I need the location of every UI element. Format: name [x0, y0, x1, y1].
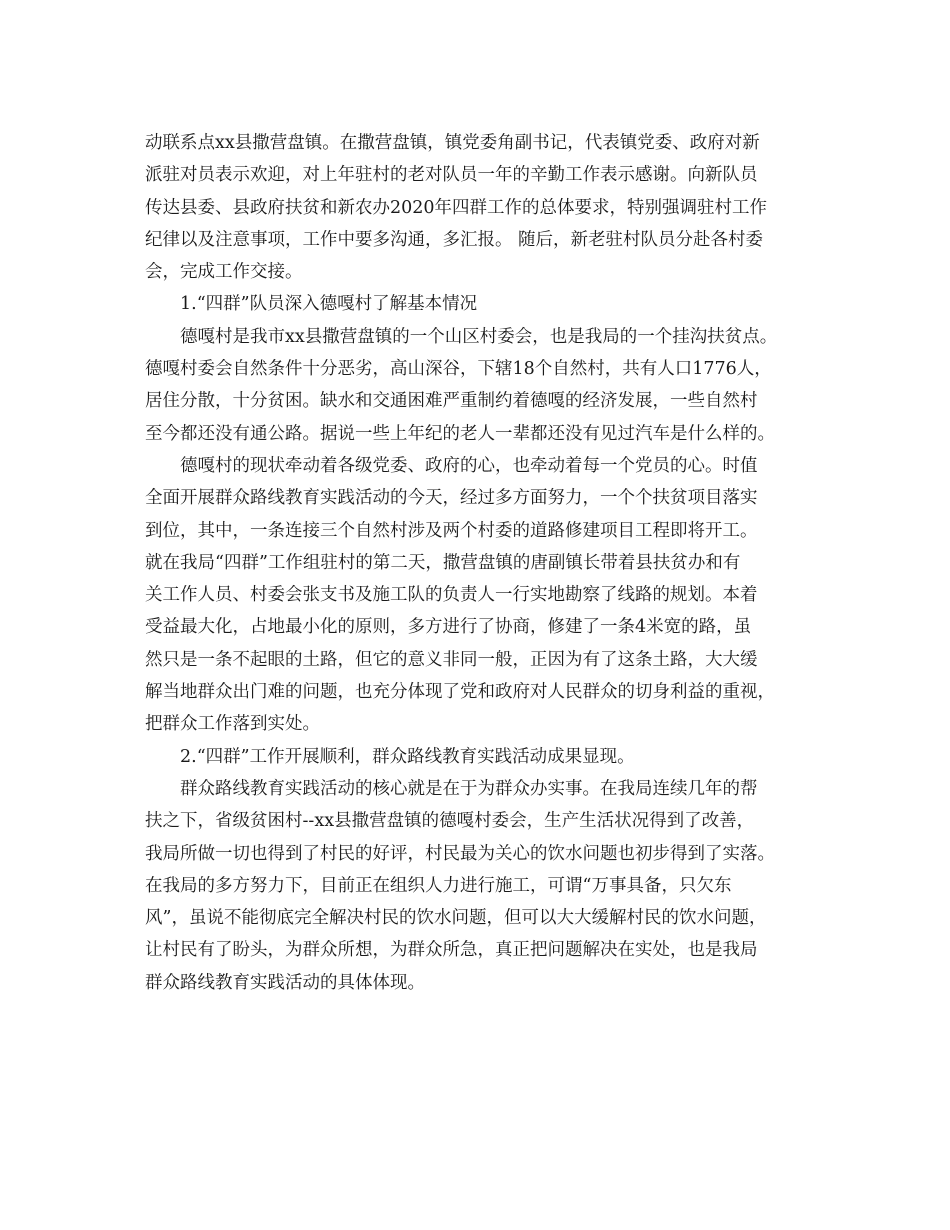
text-line: 2.“四群”工作开展顺利，群众路线教育实践活动成果显现。 [180, 746, 635, 767]
text-line: 全面开展群众路线教育实践活动的今天，经过多方面努力，一个个扶贫项目落实 [145, 488, 758, 509]
text-line: 把群众工作落到实处。 [145, 714, 320, 735]
text-line: 受益最大化，占地最小化的原则，多方进行了协商，修建了一条4米宽的路，虽 [145, 617, 752, 638]
text-line: 派驻对员表示欢迎，对上年驻村的老对队员一年的辛勤工作表示感谢。向新队员 [145, 165, 758, 186]
text-line: 1.“四群”队员深入德嘎村了解基本情况 [180, 294, 478, 315]
text-line: 德嘎村是我市xx县撒营盘镇的一个山区村委会，也是我局的一个挂沟扶贫点。 [180, 326, 778, 347]
text-line: 传达县委、县政府扶贫和新农办2020年四群工作的总体要求，特别强调驻村工作 [145, 197, 768, 218]
text-line: 让村民有了盼头，为群众所想，为群众所急，真正把问题解决在实处，也是我局 [145, 940, 758, 961]
text-line: 群众路线教育实践活动的核心就是在于为群众办实事。在我局连续几年的帮 [180, 778, 758, 799]
text-line: 解当地群众出门难的问题，也充分体现了党和政府对人民群众的切身利益的重视， [145, 682, 775, 703]
text-line: 动联系点xx县撒营盘镇。在撒营盘镇，镇党委角副书记，代表镇党委、政府对新 [145, 133, 760, 153]
text-line: 就在我局“四群”工作组驻村的第二天，撒营盘镇的唐副镇长带着县扶贫办和有 [145, 552, 741, 573]
text-line: 德嘎村委会自然条件十分恶劣，高山深谷，下辖18个自然村，共有人口1776人， [145, 359, 772, 380]
text-line: 会，完成工作交接。 [145, 262, 303, 283]
text-line: 我局所做一切也得到了村民的好评，村民最为关心的饮水问题也初步得到了实落。 [145, 843, 775, 864]
text-line: 风”，虽说不能彻底完全解决村民的饮水问题，但可以大大缓解村民的饮水问题， [145, 908, 767, 929]
text-line: 至今都还没有通公路。据说一些上年纪的老人一辈都还没有见过汽车是什么样的。 [145, 423, 775, 444]
text-line: 德嘎村的现状牵动着各级党委、政府的心，也牵动着每一个党员的心。时值 [180, 455, 758, 476]
text-line: 在我局的多方努力下，目前正在组织人力进行施工，可谓“万事具备，只欠东 [145, 875, 732, 896]
text-line: 群众路线教育实践活动的具体体现。 [145, 972, 425, 993]
document-body [145, 127, 815, 999]
text-line: 扶之下，省级贫困村--xx县撒营盘镇的德嘎村委会，生产生活状况得到了改善， [145, 811, 755, 832]
text-line: 关工作人员、村委会张支书及施工队的负责人一行实地勘察了线路的规划。本着 [145, 585, 758, 606]
text-line: 纪律以及注意事项，工作中要多沟通，多汇报。 随后，新老驻村队员分赴各村委 [145, 229, 764, 250]
text-line: 到位，其中，一条连接三个自然村涉及两个村委的道路修建项目工程即将开工。 [145, 520, 758, 541]
text-line: 然只是一条不起眼的土路，但它的意义非同一般，正因为有了这条土路，大大缓 [145, 649, 758, 670]
text-line: 居住分散，十分贫困。缺水和交通困难严重制约着德嘎的经济发展，一些自然村 [145, 391, 758, 412]
